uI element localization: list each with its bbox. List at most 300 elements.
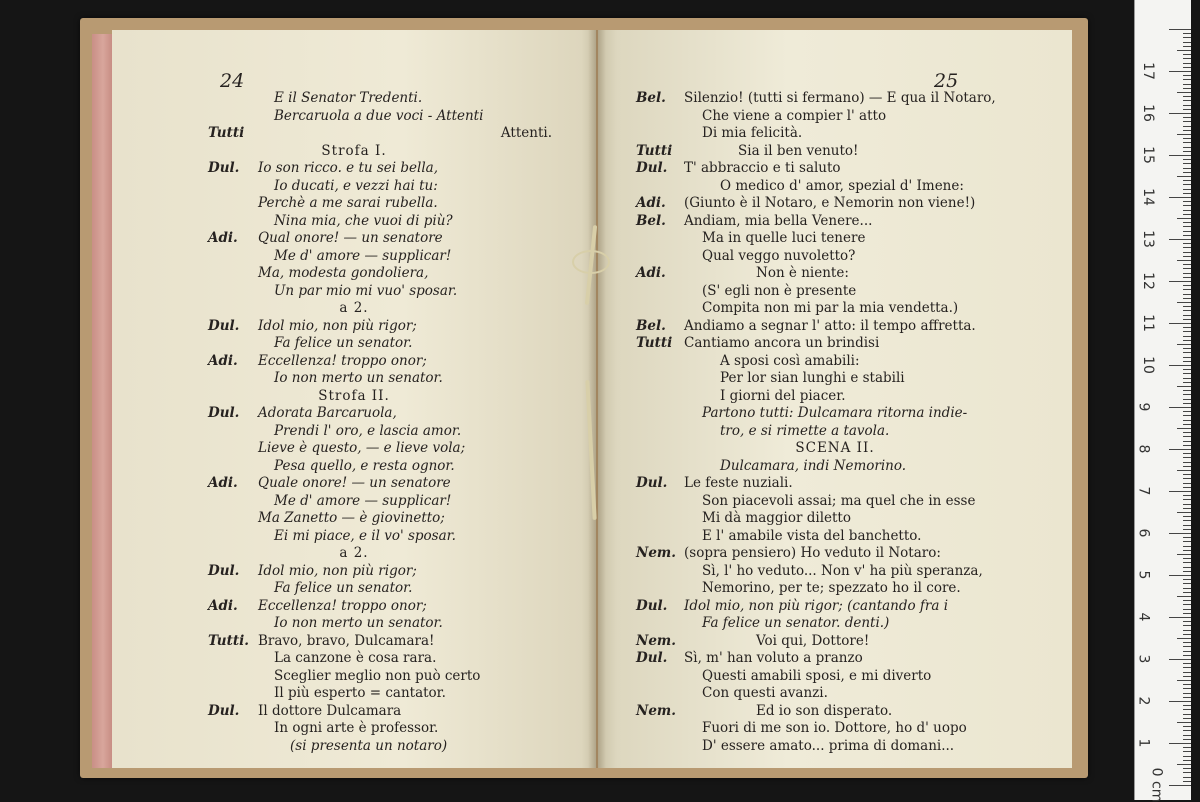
ruler-tick [1177,764,1191,765]
ruler-tick [1169,575,1191,576]
measurement-ruler [1134,0,1191,800]
line-text: I giorni del piacer. [720,387,846,404]
ruler-tick [1169,701,1191,702]
line-text: Eccellenza! troppo onor; [258,597,427,614]
line-text: Io son ricco. e tu sei bella, [258,160,438,176]
ruler-tick [1183,151,1191,152]
ruler-tick [1183,688,1191,689]
ruler-tick [1183,508,1191,509]
page-number-right: 25 [934,70,959,92]
ruler-tick [1183,583,1191,584]
speaker-label: Nem. [636,545,676,561]
speaker-label: Dul. [636,475,668,491]
ruler-tick [1183,739,1191,740]
ruler-tick [1183,340,1191,341]
ruler-tick [1177,218,1191,219]
ruler-tick [1183,415,1191,416]
ruler-tick [1183,714,1191,715]
ruler-tick [1169,533,1191,534]
line-text: Per lor sian lunghi e stabili [720,370,905,386]
speaker-label: Dul. [636,597,668,614]
ruler-tick [1183,558,1191,559]
line-text: Perchè a me sarai rubella. [258,195,438,211]
speaker-label: Dul. [208,562,240,579]
line-text: A sposi così amabili: [720,352,860,369]
page-number-left: 24 [220,70,245,92]
ruler-tick [1177,470,1191,471]
text-line [598,736,1072,756]
ruler-tick [1183,445,1191,446]
line-text: Son piacevoli assai; ma quel che in esse [702,492,976,509]
ruler-tick [1183,768,1191,769]
speaker-label: Adi. [208,352,238,369]
line-text: Ma in quelle luci tenere [702,230,866,246]
ruler-tick [1177,176,1191,177]
ruler-tick [1183,529,1191,530]
speaker-label: Adi. [208,597,238,614]
ruler-tick [1183,58,1191,59]
ruler-tick [1183,537,1191,538]
line-text: Io ducati, e vezzi hai tu: [274,177,438,194]
line-text: Con questi avanzi. [702,685,828,701]
ruler-tick [1183,54,1191,55]
ruler-tick [1183,516,1191,517]
ruler-tick [1183,75,1191,76]
line-text: Bercaruola a due voci - Attenti [274,107,484,124]
line-text: Ed io son disperato. [756,702,893,719]
ruler-tick [1183,138,1191,139]
line-text-right: Attenti. [500,125,552,141]
ruler-tick [1183,394,1191,395]
ruler-label: 5 [1135,570,1152,580]
speaker-label: Dul. [208,317,240,334]
ruler-tick [1183,147,1191,148]
line-text: Strofa II. [318,387,390,404]
ruler-tick [1183,289,1191,290]
ruler-tick [1183,772,1191,773]
ruler-tick [1183,588,1191,589]
ruler-tick [1183,520,1191,521]
line-text: E l' amabile vista del banchetto. [702,527,922,544]
ruler-tick [1177,722,1191,723]
line-text: tro, e si rimette a tavola. [720,422,890,439]
ruler-tick [1183,268,1191,269]
ruler-tick [1183,684,1191,685]
ruler-tick [1183,315,1191,316]
ruler-tick [1183,474,1191,475]
line-text: Le feste nuziali. [684,475,793,491]
ruler-tick [1177,638,1191,639]
ruler-tick [1183,613,1191,614]
line-text: Qual veggo nuvoletto? [702,247,856,264]
ruler-label: 14 [1139,188,1156,206]
ruler-tick [1169,323,1191,324]
ruler-tick [1183,84,1191,85]
ruler-tick [1183,546,1191,547]
ruler-tick [1183,483,1191,484]
line-text: a 2. [339,300,369,316]
ruler-tick [1183,33,1191,34]
ruler-tick [1183,646,1191,647]
ruler-tick [1183,378,1191,379]
ruler-tick [1183,159,1191,160]
ruler-tick [1183,600,1191,601]
ruler-tick [1183,751,1191,752]
ruler-tick [1183,630,1191,631]
line-text: Prendi l' oro, e lascia amor. [274,422,462,439]
ruler-tick [1183,403,1191,404]
ruler-tick [1183,373,1191,374]
ruler-tick [1183,525,1191,526]
binding-knot [572,250,610,274]
line-text: Sì, l' ho veduto... Non v' ha più speranza, [702,562,983,579]
ruler-label: 0 cm [1148,767,1165,802]
line-text: Il più esperto = cantator. [274,685,446,701]
ruler-tick [1183,550,1191,551]
ruler-tick [1183,189,1191,190]
ruler-label: 9 [1135,402,1152,412]
speaker-label: Bel. [636,317,666,334]
line-text: Idol mio, non più rigor; (cantando fra i [684,597,949,614]
ruler-tick [1183,399,1191,400]
ruler-tick [1183,63,1191,64]
ruler-tick [1177,512,1191,513]
ruler-tick [1169,743,1191,744]
ruler-tick [1183,37,1191,38]
ruler-tick [1183,676,1191,677]
ruler-tick [1183,667,1191,668]
ruler-label: 8 [1135,444,1152,454]
line-text: SCENA II. [795,440,875,456]
ruler-tick [1169,659,1191,660]
ruler-tick [1183,67,1191,68]
ruler-tick [1169,617,1191,618]
ruler-tick [1183,126,1191,127]
ruler-tick [1183,105,1191,106]
ruler-tick [1183,609,1191,610]
ruler-tick [1183,697,1191,698]
ruler-tick [1183,214,1191,215]
ruler-tick [1183,231,1191,232]
ruler-tick [1177,92,1191,93]
ruler-tick [1183,298,1191,299]
ruler-tick [1183,247,1191,248]
ruler-tick [1183,273,1191,274]
ruler-tick [1183,504,1191,505]
ruler-tick [1183,46,1191,47]
ruler-tick [1183,604,1191,605]
line-text: Sia il ben venuto! [738,142,859,159]
line-text: Me d' amore — supplicar! [274,247,452,264]
line-text: Compita non mi par la mia vendetta.) [702,300,959,316]
line-text: (si presenta un notaro) [290,737,448,754]
line-text: Non è niente: [756,265,849,281]
ruler-tick [1183,411,1191,412]
line-text: Questi amabili sposi, e mi diverto [702,667,932,684]
speaker-label: Tutti [208,125,245,141]
ruler-tick [1183,357,1191,358]
speaker-label: Dul. [636,650,668,666]
ruler-tick [1183,184,1191,185]
ruler-tick [1183,294,1191,295]
ruler-tick [1183,621,1191,622]
ruler-tick [1169,239,1191,240]
line-text: O medico d' amor, spezial d' Imene: [720,177,964,194]
line-text: Strofa I. [321,142,387,159]
ruler-label: 10 [1139,356,1156,374]
ruler-tick [1183,369,1191,370]
ruler-label: 3 [1135,654,1152,664]
right-page [598,30,1072,768]
ruler-tick [1183,760,1191,761]
ruler-tick [1183,256,1191,257]
ruler-tick [1177,50,1191,51]
speaker-label: Dul. [208,160,240,176]
ruler-tick [1183,382,1191,383]
ruler-tick [1183,487,1191,488]
ruler-tick [1177,596,1191,597]
ruler-tick [1183,562,1191,563]
ruler-tick [1169,785,1191,786]
ruler-tick [1183,655,1191,656]
ruler-tick [1183,331,1191,332]
ruler-tick [1183,672,1191,673]
line-text: Adorata Barcaruola, [258,405,397,421]
speaker-label: Adi. [208,475,238,491]
ruler-tick [1183,117,1191,118]
line-text: Nina mia, che vuoi di più? [274,212,453,229]
speaker-label: Tutti. [208,632,249,649]
ruler-tick [1183,466,1191,467]
ruler-tick [1183,310,1191,311]
ruler-tick [1183,130,1191,131]
ruler-tick [1183,235,1191,236]
ruler-label: 7 [1135,486,1152,496]
ruler-tick [1183,121,1191,122]
line-text: Idol mio, non più rigor; [258,562,417,579]
line-text: Ei mi piace, e il vo' sposar. [274,527,456,544]
ruler-tick [1183,777,1191,778]
line-text: Voi qui, Dottore! [756,632,870,649]
line-text: Fa felice un senator. [274,335,413,351]
ruler-tick [1183,79,1191,80]
ruler-tick [1183,222,1191,223]
line-text: Lieve è questo, — e lieve vola; [258,440,466,456]
speaker-label: Dul. [208,702,240,719]
ruler-tick [1183,499,1191,500]
ruler-tick [1183,264,1191,265]
ruler-label: 1 [1135,738,1152,748]
ruler-tick [1183,693,1191,694]
line-text: Bravo, bravo, Dulcamara! [258,632,435,649]
ruler-tick [1183,210,1191,211]
line-text: Me d' amore — supplicar! [274,492,452,509]
ruler-label: 4 [1135,612,1152,622]
line-text: a 2. [339,545,369,561]
ruler-tick [1183,88,1191,89]
ruler-label: 13 [1139,230,1156,248]
ruler-tick [1183,441,1191,442]
ruler-tick [1183,453,1191,454]
line-text: Silenzio! (tutti si fermano) — E qua il Notaro, [684,90,996,106]
ruler-tick [1177,260,1191,261]
ruler-tick [1183,718,1191,719]
line-text: T' abbraccio e ti saluto [684,160,841,176]
speaker-label: Tutti [636,335,673,351]
line-text: Cantiamo ancora un brindisi [684,335,880,351]
ruler-tick [1183,172,1191,173]
line-text: Qual onore! — un senatore [258,230,443,246]
ruler-tick [1183,424,1191,425]
ruler-tick [1183,642,1191,643]
ruler-tick [1183,651,1191,652]
line-text: Fa felice un senator. [274,580,413,596]
ruler-tick [1183,180,1191,181]
line-text: Un par mio mi vuo' sposar. [274,282,458,299]
book-edge [92,34,114,768]
ruler-tick [1183,336,1191,337]
ruler-tick [1183,42,1191,43]
line-text: Fa felice un senator. denti.) [702,615,890,631]
ruler-tick [1183,100,1191,101]
ruler-label: 2 [1135,696,1152,706]
ruler-tick [1183,226,1191,227]
speaker-label: Adi. [208,230,238,246]
line-text: Eccellenza! troppo onor; [258,352,427,369]
speaker-label: Dul. [208,405,240,421]
line-text: Mi dà maggior diletto [702,510,851,526]
line-text: E il Senator Tredenti. [274,90,423,106]
ruler-tick [1183,193,1191,194]
ruler-tick [1183,567,1191,568]
line-text: Partono tutti: Dulcamara ritorna indie- [702,405,968,421]
speaker-label: Dul. [636,160,668,176]
ruler-tick [1183,436,1191,437]
line-text: In ogni arte è professor. [274,720,439,736]
line-text: Sì, m' han voluto a pranzo [684,650,863,666]
ruler-tick [1183,205,1191,206]
line-text: (S' egli non è presente [702,282,857,299]
ruler-tick [1169,281,1191,282]
ruler-tick [1183,168,1191,169]
ruler-tick [1169,491,1191,492]
speaker-label: Nem. [636,702,676,719]
line-text: Fuori di me son io. Dottore, ho d' uopo [702,720,967,736]
ruler-tick [1183,571,1191,572]
ruler-tick [1183,327,1191,328]
line-text: Ma Zanetto — è giovinetto; [258,510,445,526]
line-text: Io non merto un senator. [274,370,443,386]
ruler-tick [1183,201,1191,202]
ruler-tick [1183,705,1191,706]
line-text: (sopra pensiero) Ho veduto il Notaro: [684,545,941,561]
speaker-label: Tutti [636,142,673,159]
ruler-tick [1183,352,1191,353]
ruler-tick [1183,478,1191,479]
ruler-tick [1183,625,1191,626]
ruler-tick [1183,634,1191,635]
ruler-tick [1169,155,1191,156]
ruler-label: 15 [1139,146,1156,164]
ruler-tick [1183,541,1191,542]
book-gutter [588,30,606,768]
speaker-label: Adi. [636,265,666,281]
ruler-label: 12 [1139,272,1156,290]
line-text: Nemorino, per te; spezzato ho il core. [702,580,961,596]
line-text: Quale onore! — un senatore [258,475,451,491]
ruler-tick [1183,592,1191,593]
ruler-tick [1183,277,1191,278]
ruler-tick [1183,735,1191,736]
speaker-label: Bel. [636,90,666,106]
ruler-label: 16 [1139,104,1156,122]
ruler-tick [1169,407,1191,408]
ruler-tick [1169,365,1191,366]
ruler-tick [1183,709,1191,710]
line-text: D' essere amato... prima di domani... [702,737,955,754]
ruler-tick [1183,348,1191,349]
speaker-label: Bel. [636,212,666,229]
line-text: Il dottore Dulcamara [258,702,402,719]
ruler-tick [1169,449,1191,450]
ruler-label: 17 [1139,62,1156,80]
line-text: Andiamo a segnar l' atto: il tempo affretta. [684,317,976,334]
ruler-tick [1177,344,1191,345]
line-text: Andiam, mia bella Venere... [684,212,873,229]
ruler-tick [1183,109,1191,110]
ruler-tick [1183,579,1191,580]
ruler-tick [1177,680,1191,681]
ruler-tick [1183,663,1191,664]
ruler-label: 11 [1139,314,1156,332]
line-text: Di mia felicità. [702,125,803,141]
speaker-label: Adi. [636,195,666,211]
ruler-tick [1183,252,1191,253]
left-page [112,30,596,768]
ruler-tick [1183,142,1191,143]
line-text: Sceglier meglio non può certo [274,667,481,684]
ruler-tick [1177,554,1191,555]
text-line [112,736,596,756]
speaker-label: Nem. [636,632,676,649]
ruler-tick [1183,726,1191,727]
ruler-tick [1183,781,1191,782]
ruler-tick [1169,197,1191,198]
line-text: Idol mio, non più rigor; [258,317,417,334]
ruler-tick [1183,495,1191,496]
ruler-tick [1177,386,1191,387]
line-text: Io non merto un senator. [274,615,443,631]
line-text: Dulcamara, indi Nemorino. [720,457,907,474]
line-text: Che viene a compier l' atto [702,107,887,124]
line-text: La canzone è cosa rara. [274,650,437,666]
ruler-tick [1177,134,1191,135]
ruler-tick [1169,113,1191,114]
ruler-tick [1183,730,1191,731]
ruler-tick [1183,306,1191,307]
ruler-tick [1183,747,1191,748]
ruler-tick [1177,428,1191,429]
ruler-tick [1183,756,1191,757]
ruler-tick [1177,302,1191,303]
ruler-tick [1183,420,1191,421]
ruler-tick [1183,96,1191,97]
ruler-tick [1183,390,1191,391]
ruler-tick [1169,71,1191,72]
line-text: Pesa quello, e resta ognor. [274,457,455,474]
ruler-tick [1183,243,1191,244]
ruler-tick [1183,457,1191,458]
